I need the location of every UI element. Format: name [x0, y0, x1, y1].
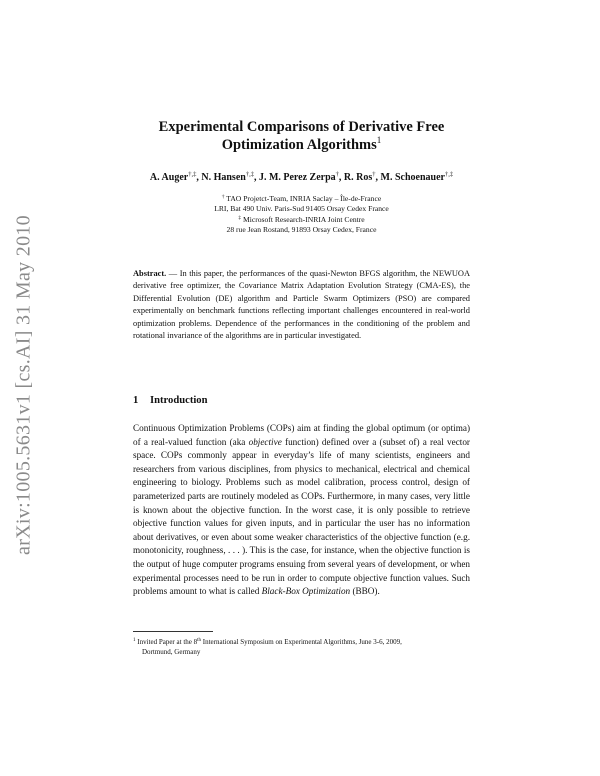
intro-emphasis: Black-Box Optimization	[261, 586, 351, 597]
affiliation-line: Microsoft Research-INRIA Joint Centre	[242, 214, 365, 224]
author-name: N. Hansen	[201, 172, 246, 183]
author-marks: †	[335, 171, 339, 178]
arxiv-identifier	[4, 190, 44, 580]
author-marks: †,‡	[188, 171, 197, 178]
author-name: M. Schoenauer	[380, 172, 445, 183]
footnote-line-2: Dortmund, Germany	[142, 648, 201, 656]
author-marks: †,‡	[245, 171, 254, 178]
section-heading	[133, 395, 208, 406]
section-number: 1	[133, 395, 139, 406]
author-name: J. M. Perez Zerpa	[258, 172, 336, 183]
author-list: A. Auger†,‡, N. Hansen†,‡, J. M. Perez Zerpa†, R. Ros†, M. Schoenauer†,‡	[149, 171, 454, 183]
arxiv-identifier-text: arXiv:1005.5631v1 [cs.AI] 31 May 2010	[12, 215, 35, 555]
footnote-mark: 1	[133, 638, 136, 643]
intro-text: (BBO).	[350, 586, 380, 597]
author-marks: †,‡	[444, 171, 454, 178]
author-marks: †	[372, 171, 376, 178]
abstract-text: In this paper, the performances of the quasi-Newton BFGS algorithm, the NEWUOA derivative free optimizer, the Covariance Matrix Adaptation Evolution Strategy (CMA-ES), the Differential Evolution (DE) algorithm and Particle Swarm Optimizers (PSO) are compared experimentally on benchmark functions reflecting important challenges encountered in real-world optimization problems. Dependence of the performances in the conditioning of the problem and rotational invariance of the algorithms are in particular investigated.	[133, 269, 470, 341]
title-line-2: Optimization Algorithms	[221, 137, 377, 153]
footnote-text: International Symposium on Experimental Algorithms, June 3-6, 2009,	[201, 638, 402, 646]
intro-paragraph	[133, 422, 470, 599]
author-name: R. Ros	[343, 172, 373, 183]
affiliation-mark: †	[221, 194, 225, 200]
intro-text: function) defined over a (subset of) a real vector space. COPs commonly appear in everyday’s life of many scientists, engineers and researchers from various disciplines, from physics to mechanical, electrical and chemical engineering to biology. Problems such as model calibration, process control, design of parameterized parts are routinely modeled as COPs. Furthermore, in many cases, very little is known about the objective function. In the worst case, it is only possible to retrieve objective function values for given inputs, and in particular the user has no information about derivatives, or even about some weaker characteristics of the objective function (e.g. monotonicity, roughness, . . . ). This is the case, for instance, when the objective function is the output of huge computer programs ensuing from several years of development, or when experimental processes need to be run in order to compute objective function values. Such problems amount to what is called	[133, 436, 470, 597]
affiliation-line: LRI, Bat 490 Univ. Paris-Sud 91405 Orsay Cedex France	[214, 204, 389, 214]
footnote-rule	[133, 631, 213, 632]
abstract-label: Abstract.	[133, 269, 167, 278]
affiliation-line: TAO Projetct-Team, INRIA Saclay – Île-de-France	[226, 194, 382, 203]
abstract	[133, 268, 470, 342]
affiliation-line: 28 rue Jean Rostand, 91893 Orsay Cedex, France	[226, 224, 377, 234]
affiliations	[133, 194, 470, 235]
abstract-dash: —	[166, 269, 180, 278]
author-name: A. Auger	[149, 172, 189, 183]
intro-text: Continuous Optimization Problems (COPs) aim at finding the global optimum (or optima) of a real-valued function (aka	[133, 423, 470, 447]
title-line-1: Experimental Comparisons of Derivative Free	[158, 119, 445, 135]
affiliation-mark: ‡	[238, 214, 242, 221]
intro-emphasis: objective	[248, 436, 282, 447]
section-title: Introduction	[150, 395, 208, 406]
title-footnote-mark: 1	[376, 135, 382, 145]
footnote	[133, 637, 470, 657]
paper-title	[133, 118, 470, 154]
footnote-superscript: th	[197, 638, 202, 643]
footnote-text: Invited Paper at the 8	[137, 638, 198, 646]
